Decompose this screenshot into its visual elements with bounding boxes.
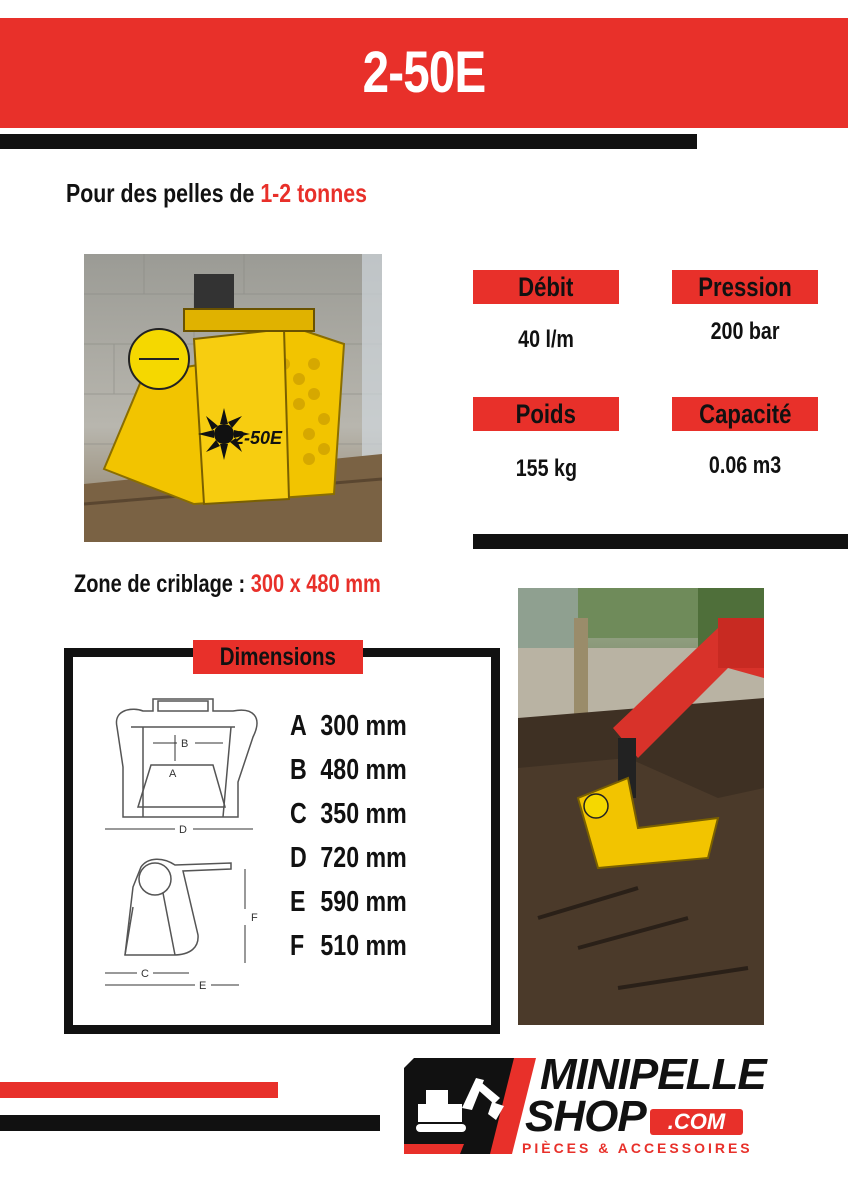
diagram-letter-e: E	[199, 980, 207, 992]
footer-black-bar	[0, 1115, 380, 1131]
spec-value-poids: 155 kg	[515, 455, 577, 482]
subtitle-highlight: 1-2 tonnes	[260, 178, 367, 208]
screening-zone-value: 300 x 480 mm	[250, 570, 381, 598]
dimension-row-f: F 510 mm	[290, 930, 407, 962]
spec-label-capacite: Capacité	[672, 397, 818, 431]
spec-value-debit: 40 l/m	[518, 326, 574, 353]
logo-wordmark-line2: SHOP	[525, 1092, 646, 1141]
logo-wordmark-line1: MINIPELLE	[540, 1050, 766, 1099]
minipelle-shop-logo-icon	[404, 1058, 536, 1154]
bucket-dimension-diagram	[103, 687, 283, 1007]
screening-bucket-illustration	[84, 254, 382, 542]
subtitle-prefix: Pour des pelles de	[66, 178, 261, 208]
diagram-letter-d: D	[179, 824, 187, 836]
dimension-row-a: A 300 mm	[290, 710, 407, 742]
site-photo	[518, 588, 764, 1025]
dimension-row-d: D 720 mm	[290, 842, 407, 874]
footer-red-bar	[0, 1082, 278, 1098]
screening-zone-label: Zone de criblage :	[74, 570, 251, 598]
dimensions-title: Dimensions	[193, 640, 363, 674]
spec-label-pression: Pression	[672, 270, 818, 304]
product-photo	[84, 254, 382, 542]
excavator-in-use-illustration	[518, 588, 764, 1025]
dimension-row-b: B 480 mm	[290, 754, 407, 786]
dimension-row-c: C 350 mm	[290, 798, 407, 830]
header-divider	[0, 134, 697, 149]
dimensions-box	[64, 648, 500, 1034]
spec-value-pression: 200 bar	[710, 318, 780, 345]
bucket-model-mark: 2-50E	[234, 428, 283, 448]
page-title: 2-50E	[362, 40, 486, 105]
spec-label-poids: Poids	[473, 397, 619, 431]
screening-zone	[74, 570, 381, 599]
diagram-letter-c: C	[141, 968, 149, 980]
logo-tagline: PIÈCES & ACCESSOIRES	[522, 1140, 753, 1156]
dimension-row-e: E 590 mm	[290, 886, 407, 918]
spec-value-capacite: 0.06 m3	[708, 452, 782, 479]
diagram-letter-a: A	[169, 768, 177, 780]
diagram-letter-b: B	[181, 738, 189, 750]
diagram-letter-f: F	[251, 912, 258, 924]
spec-label-debit: Débit	[473, 270, 619, 304]
spec-divider	[473, 534, 848, 549]
subtitle	[66, 178, 367, 209]
logo-dotcom: .COM	[650, 1109, 743, 1135]
